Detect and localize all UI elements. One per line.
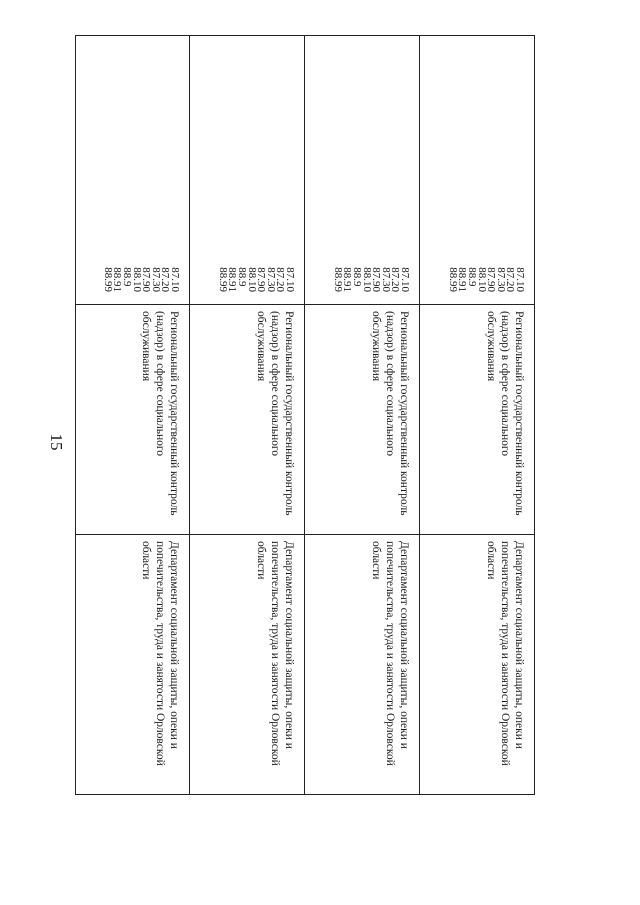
department-cell <box>190 535 305 795</box>
okved-codes <box>447 267 524 292</box>
code: 88.10 <box>475 267 488 292</box>
department-text: Департамент социальной защиты, опеки и попечительства, труда и занятости Орловской области <box>255 541 295 766</box>
code: 88.99 <box>101 267 114 292</box>
codes-cell <box>420 35 535 305</box>
code: 87.30 <box>494 267 507 292</box>
department-text: Департамент социальной защиты, опеки и попечительства, труда и занятости Орловской области <box>140 541 180 766</box>
code: 87.20 <box>389 267 402 292</box>
code: 87.30 <box>264 267 277 292</box>
code: 87.30 <box>379 267 392 292</box>
table-row <box>190 35 305 795</box>
code: 88.9 <box>236 267 249 287</box>
control-type-cell <box>190 305 305 535</box>
code: 88.91 <box>111 267 124 292</box>
control-type-text: Региональный государственный контроль (надзор) в сфере социального обслуживания <box>255 311 295 516</box>
codes-cell <box>190 35 305 305</box>
code: 88.91 <box>456 267 469 292</box>
control-type-cell <box>305 305 420 535</box>
code: 87.90 <box>485 267 498 292</box>
okved-codes <box>217 267 294 292</box>
code: 87.90 <box>140 267 153 292</box>
control-type-text: Региональный государственный контроль (надзор) в сфере социального обслуживания <box>485 311 525 516</box>
control-type-cell <box>75 305 190 535</box>
code: 88.9 <box>351 267 364 287</box>
codes-cell <box>305 35 420 305</box>
code: 88.91 <box>341 267 354 292</box>
table-row <box>420 35 535 795</box>
control-type-cell <box>420 305 535 535</box>
department-cell <box>305 535 420 795</box>
code: 87.30 <box>149 267 162 292</box>
control-type-text: Региональный государственный контроль (надзор) в сфере социального обслуживания <box>140 311 180 516</box>
rotated-table-region <box>75 35 535 795</box>
code: 88.10 <box>360 267 373 292</box>
code: 87.90 <box>255 267 268 292</box>
code: 88.9 <box>121 267 134 287</box>
code: 88.10 <box>130 267 143 292</box>
department-cell <box>420 535 535 795</box>
code: 88.9 <box>466 267 479 287</box>
code: 87.10 <box>284 267 296 292</box>
code: 87.10 <box>169 267 181 292</box>
code: 87.90 <box>370 267 383 292</box>
code: 87.20 <box>159 267 172 292</box>
table-row <box>305 35 420 795</box>
department-text: Департамент социальной защиты, опеки и попечительства, труда и занятости Орловской области <box>370 541 410 766</box>
department-text: Департамент социальной защиты, опеки и попечительства, труда и занятости Орловской области <box>485 541 525 766</box>
code: 88.91 <box>226 267 239 292</box>
page-number: 15 <box>47 433 66 451</box>
code: 88.10 <box>245 267 258 292</box>
control-type-text: Региональный государственный контроль (надзор) в сфере социального обслуживания <box>370 311 410 516</box>
code: 88.99 <box>331 267 344 292</box>
code: 87.10 <box>514 267 526 292</box>
code: 87.20 <box>274 267 287 292</box>
department-cell <box>75 535 190 795</box>
code: 87.10 <box>399 267 411 292</box>
code: 87.20 <box>504 267 517 292</box>
okved-codes <box>102 267 179 292</box>
okved-codes <box>332 267 409 292</box>
codes-cell <box>75 35 190 305</box>
code: 88.99 <box>216 267 229 292</box>
code: 88.99 <box>446 267 459 292</box>
activity-table <box>75 35 535 795</box>
table-row <box>75 35 190 795</box>
